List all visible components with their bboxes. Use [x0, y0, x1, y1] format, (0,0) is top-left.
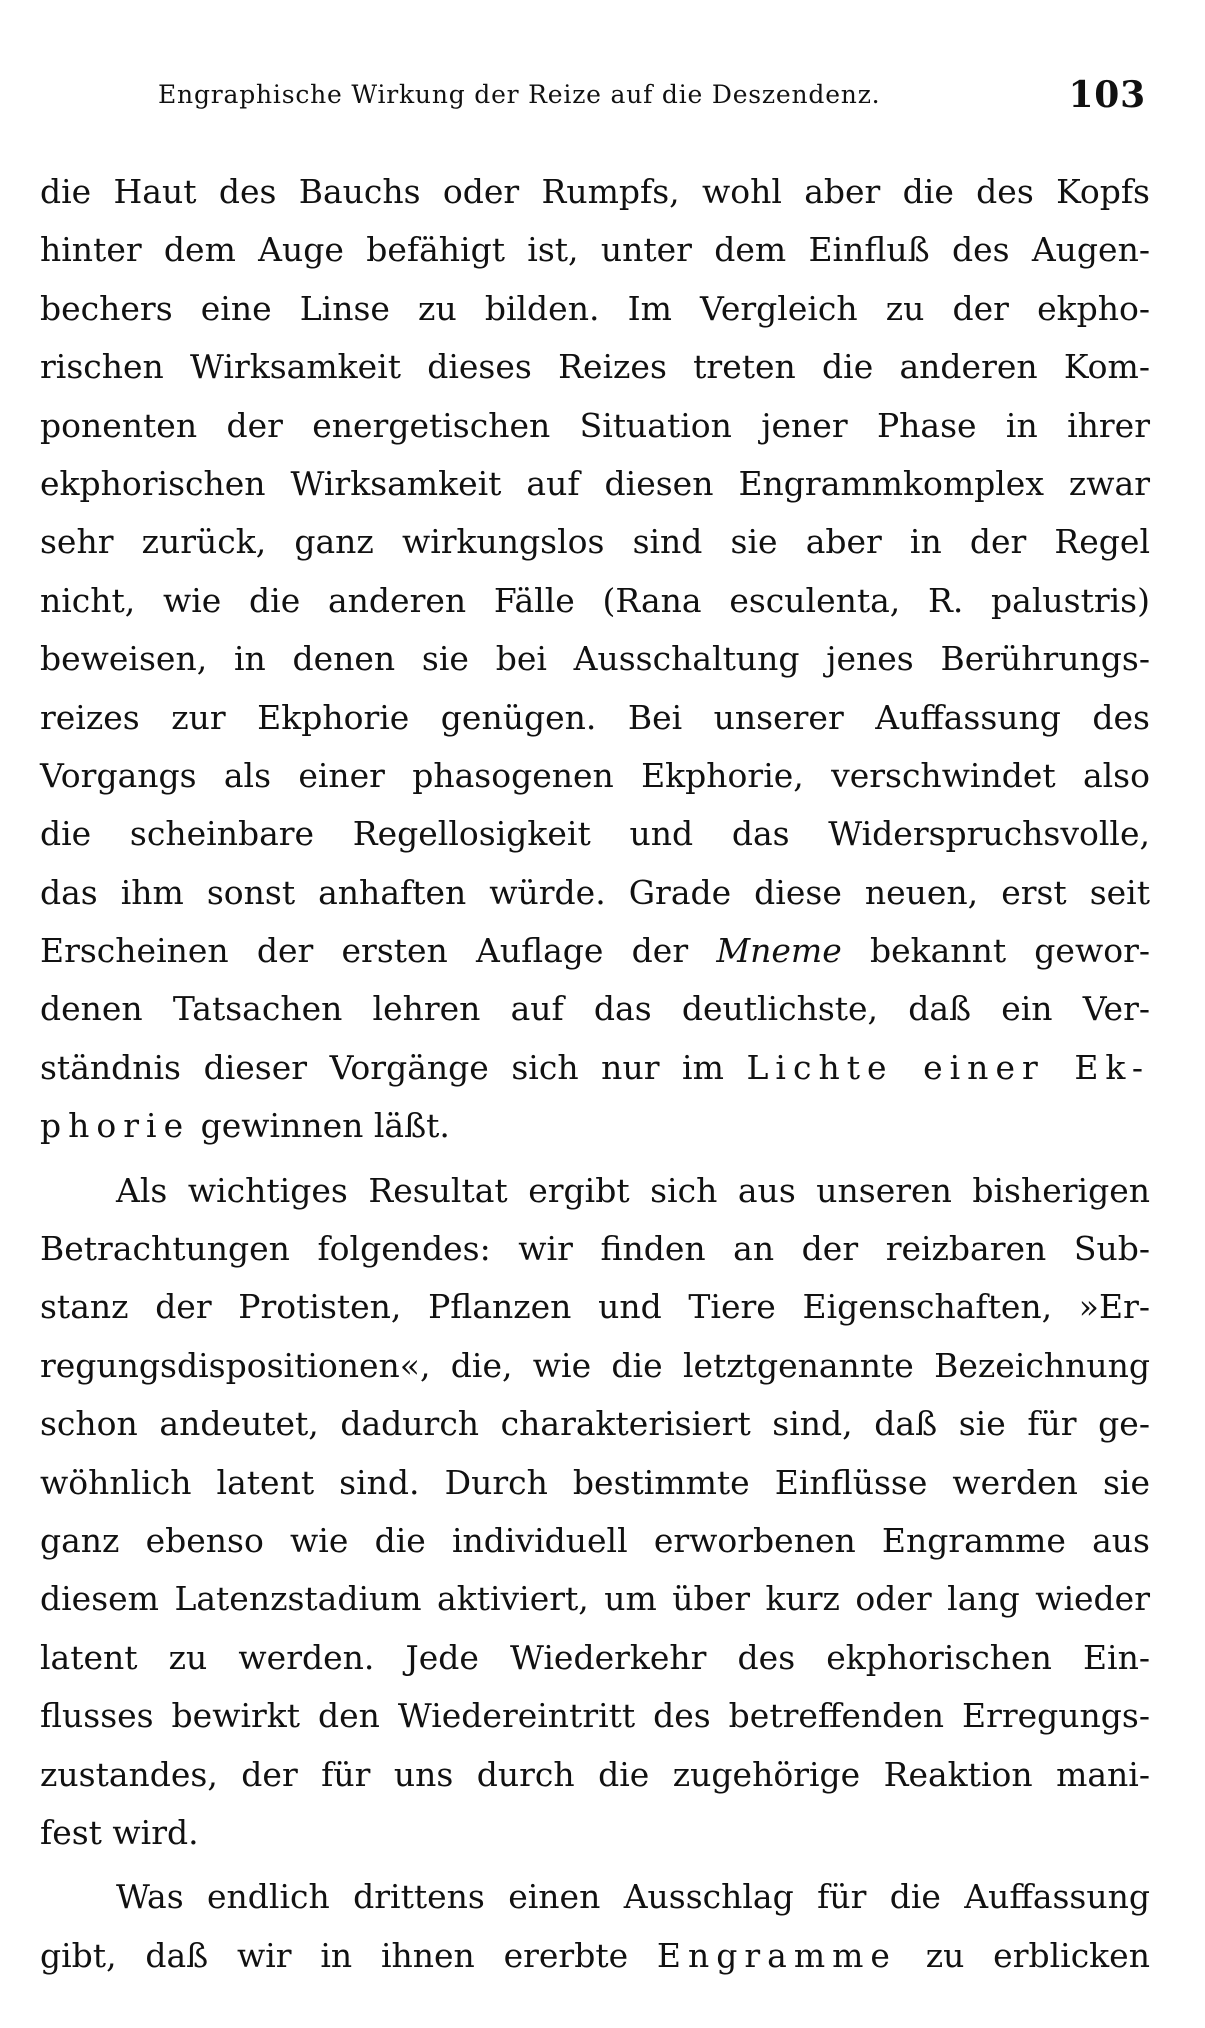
text-line: denen Tatsachen lehren auf das deutlichste, daß ein Ver- — [40, 989, 1150, 1029]
spaced-emphasis: Engramme — [656, 1935, 897, 1975]
text-line: beweisen, in denen sie bei Ausschaltung jenes Berührungs- — [40, 639, 1150, 679]
text-line — [40, 1039, 1150, 1097]
text-line: Was endlich drittens einen Ausschlag für die Auffassung — [116, 1877, 1150, 1917]
text-line: bechers eine Linse zu bilden. Im Vergleich zu der ekpho- — [40, 288, 1150, 328]
spaced-emphasis: phorie — [40, 1106, 191, 1146]
running-header — [158, 74, 1146, 126]
line-segment: zu erblicken — [925, 1935, 1150, 1975]
text-line — [40, 1097, 1150, 1155]
text-line — [40, 1927, 1150, 1985]
paragraph-3 — [40, 1868, 1150, 1985]
line-segment: gewinnen läßt. — [200, 1106, 450, 1146]
text-line: diesem Latenzstadium aktiviert, um über kurz oder lang wieder — [40, 1579, 1150, 1619]
line-segment: bekannt gewor- — [869, 931, 1150, 971]
text-line: ponenten der energetischen Situation jener Phase in ihrer — [40, 405, 1150, 445]
text-line: schon andeutet, dadurch charakterisiert sind, daß sie für ge- — [40, 1404, 1150, 1444]
line-segment: ständnis dieser Vorgänge sich nur im — [40, 1047, 724, 1087]
text-line: die Haut des Bauchs oder Rumpfs, wohl aber die des Kopfs — [40, 172, 1150, 211]
spaced-emphasis: Lichte einer Ek- — [746, 1047, 1150, 1087]
text-line: ganz ebenso wie die individuell erworbenen Engramme aus — [40, 1520, 1150, 1560]
text-line: sehr zurück, ganz wirkungslos sind sie aber in der Regel — [40, 522, 1150, 562]
text-line: wöhnlich latent sind. Durch bestimmte Einflüsse werden sie — [40, 1462, 1150, 1502]
text-line: regungsdispositionen«, die, wie die letztgenannte Bezeichnung — [40, 1345, 1150, 1385]
text-line: stanz der Protisten, Pflanzen und Tiere Eigenschaften, »Er- — [40, 1287, 1150, 1327]
text-line: fest wird. — [40, 1812, 199, 1852]
paragraph-2 — [40, 1162, 1150, 1863]
text-line: ekphorischen Wirksamkeit auf diesen Engrammkomplex zwar — [40, 463, 1150, 503]
line-segment: Erscheinen der ersten Auflage der — [40, 931, 689, 971]
text-line: reizes zur Ekphorie genügen. Bei unserer Auffassung des — [40, 697, 1150, 737]
text-line: hinter dem Auge befähigt ist, unter dem Einfluß des Augen- — [40, 230, 1150, 270]
text-line: Betrachtungen folgendes: wir finden an der reizbaren Sub- — [40, 1229, 1150, 1269]
body-text — [40, 163, 1150, 1985]
line-segment: gibt, daß wir in ihnen ererbte — [40, 1935, 629, 1975]
page-number: 103 — [1068, 74, 1146, 116]
text-line: das ihm sonst anhaften würde. Grade diese neuen, erst seit — [40, 872, 1150, 912]
text-line — [40, 922, 1150, 980]
text-line: rischen Wirksamkeit dieses Reizes treten die anderen Kom- — [40, 347, 1150, 387]
text-line: die scheinbare Regellosigkeit und das Widerspruchsvolle, — [40, 814, 1150, 854]
text-line: nicht, wie die anderen Fälle (Rana esculenta, R. palustris) — [40, 580, 1150, 620]
running-title: Engraphische Wirkung der Reize auf die Deszendenz. — [158, 80, 881, 109]
text-line: latent zu werden. Jede Wiederkehr des ekphorischen Ein- — [40, 1637, 1150, 1677]
paragraph-1 — [40, 163, 1150, 1156]
book-title-mneme: Mneme — [716, 931, 842, 971]
text-line: Vorgangs als einer phasogenen Ekphorie, verschwindet also — [40, 755, 1150, 795]
text-line: Als wichtiges Resultat ergibt sich aus unseren bisherigen — [116, 1170, 1150, 1210]
text-line: flusses bewirkt den Wiedereintritt des betreffenden Erregungs- — [40, 1696, 1150, 1736]
text-line: zustandes, der für uns durch die zugehörige Reaktion mani- — [40, 1754, 1150, 1794]
